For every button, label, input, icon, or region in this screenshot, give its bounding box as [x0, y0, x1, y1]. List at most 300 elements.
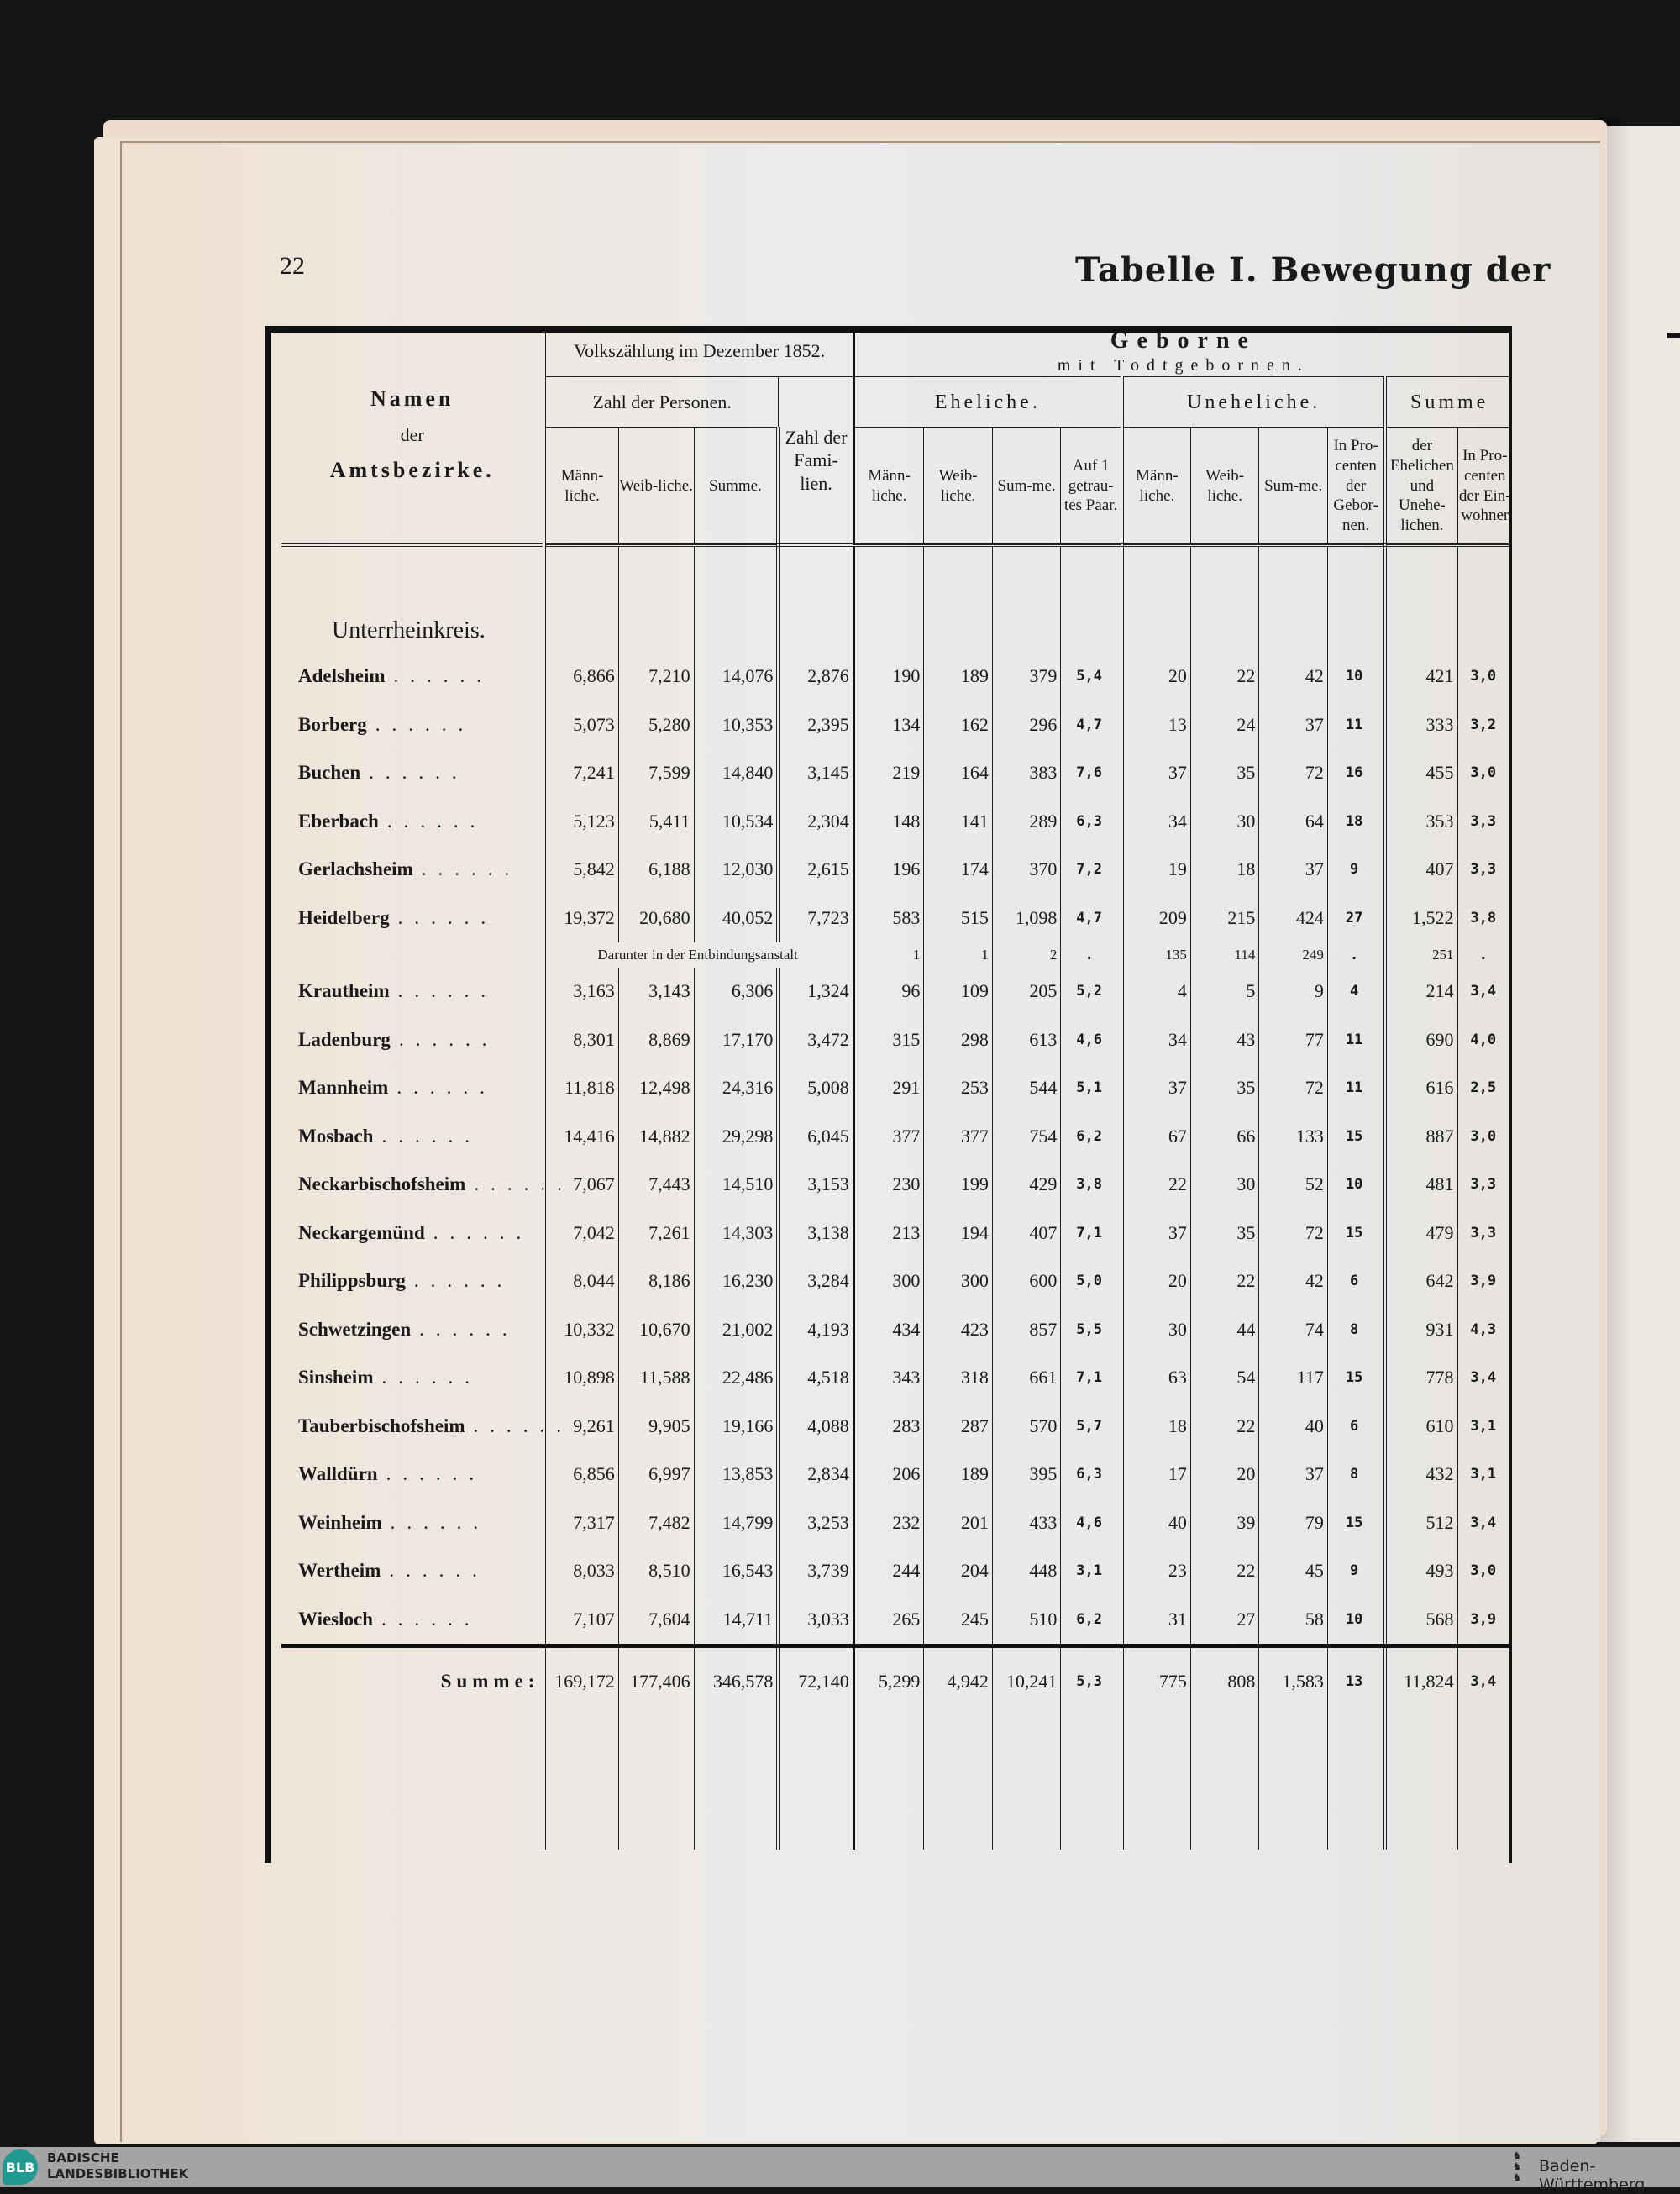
cell-value: 5,073: [544, 701, 618, 749]
cell-value: 8,033: [544, 1547, 618, 1596]
header-u-summe: Sum-me.: [1259, 428, 1327, 545]
cell-value: 162: [924, 701, 992, 749]
cell-value: 510: [992, 1595, 1060, 1646]
cell-value: 209: [1122, 894, 1190, 942]
cell-value: 407: [992, 1209, 1060, 1257]
cell-value: 190: [853, 653, 924, 701]
table-row: [281, 797, 1512, 846]
header-persons: Zahl der Personen.: [544, 377, 778, 428]
cell-value: 7,107: [544, 1595, 618, 1646]
cell-value: 14,416: [544, 1112, 618, 1161]
cell-value: 7,1: [1061, 1354, 1122, 1403]
cell-value: 4,942: [924, 1646, 992, 1715]
note-value: 2: [992, 942, 1060, 968]
cell-value: 66: [1190, 1112, 1258, 1161]
header-born: [853, 326, 1512, 377]
cell-value: 37: [1122, 749, 1190, 798]
cell-value: 7,604: [618, 1595, 694, 1646]
header-names-line1: Namen: [370, 386, 454, 412]
cell-value: 7,241: [544, 749, 618, 798]
leader-dots: ......: [369, 762, 469, 784]
total-label: Summe:: [281, 1646, 544, 1715]
footer-bar: [0, 2147, 1680, 2194]
district-name-text: Gerlachsheim: [298, 858, 413, 880]
header-born-title: Geborne: [1110, 328, 1257, 354]
cell-value: 20: [1122, 1257, 1190, 1306]
cell-value: 22: [1190, 1257, 1258, 1306]
cell-value: 421: [1385, 653, 1457, 701]
cell-value: 2,395: [778, 701, 853, 749]
cell-value: 7,443: [618, 1161, 694, 1210]
cell-value: 5,1: [1061, 1064, 1122, 1113]
cell-value: 30: [1190, 797, 1258, 846]
cell-value: 3,9: [1470, 1610, 1497, 1628]
bw-name: Baden-Württemberg: [1539, 2157, 1646, 2194]
cell-value: 544: [992, 1064, 1060, 1113]
leader-dots: ......: [433, 1221, 533, 1243]
cell-value: 3,4: [1470, 1369, 1497, 1387]
district-name-text: Buchen: [298, 762, 361, 784]
cell-value: 583: [853, 894, 924, 942]
cell-value: 11: [1327, 1064, 1385, 1113]
cell-value: 481: [1385, 1161, 1457, 1210]
cell-value: 1,324: [778, 968, 853, 1016]
cell-value: 377: [924, 1112, 992, 1161]
cell-value: 14,882: [618, 1112, 694, 1161]
cell-value: 7,723: [778, 894, 853, 942]
cell-value: 10,241: [992, 1646, 1060, 1715]
cell-value: 14,840: [694, 749, 778, 798]
district-name-text: Wertheim: [298, 1560, 381, 1582]
header-u-maenn: Männ-liche.: [1122, 428, 1190, 545]
cell-value: 12,030: [694, 846, 778, 895]
cell-value: 4,3: [1470, 1320, 1497, 1338]
header-names-line3: Amtsbezirke.: [329, 458, 495, 482]
cell-value: 370: [992, 846, 1060, 895]
cell-value: 6,3: [1061, 797, 1122, 846]
district-name: [281, 846, 544, 895]
district-name-text: Weinheim: [298, 1511, 382, 1533]
cell-value: 34: [1122, 1016, 1190, 1064]
cell-value: 3,2: [1470, 716, 1497, 733]
cell-value: 3,739: [778, 1547, 853, 1596]
district-name-text: Sinsheim: [298, 1367, 374, 1388]
cell-value: 7,2: [1061, 846, 1122, 895]
cell-value: 6,997: [618, 1451, 694, 1499]
cell-value: 35: [1190, 749, 1258, 798]
cell-value: 189: [924, 653, 992, 701]
cell-value: 19,372: [544, 894, 618, 942]
district-name-text: Tauberbischofsheim: [298, 1415, 465, 1436]
district-name: [281, 797, 544, 846]
header-u-weib: Weib-liche.: [1190, 428, 1258, 545]
cell-value: 63: [1122, 1354, 1190, 1403]
table-row: [281, 1499, 1512, 1547]
table-row: [281, 846, 1512, 895]
lions-crest-icon: ♞ ♞ ♞: [1512, 2149, 1522, 2183]
cell-value: 429: [992, 1161, 1060, 1210]
cell-value: 174: [924, 846, 992, 895]
cell-value: 3,3: [1470, 861, 1497, 879]
cell-value: 23: [1122, 1547, 1190, 1596]
total-row: [281, 1646, 1512, 1715]
section-title: Unterrheinkreis.: [281, 552, 544, 653]
district-name: [281, 1547, 544, 1596]
cell-value: 3,284: [778, 1257, 853, 1306]
cell-value: 44: [1190, 1305, 1258, 1354]
cell-value: 3,3: [1470, 1176, 1497, 1194]
district-name: [281, 1257, 544, 1306]
cell-value: 10,353: [694, 701, 778, 749]
cell-value: 219: [853, 749, 924, 798]
cell-value: 6,045: [778, 1112, 853, 1161]
cell-value: 7,6: [1061, 749, 1122, 798]
table-row: [281, 1016, 1512, 1064]
cell-value: 642: [1385, 1257, 1457, 1306]
cell-value: 6: [1327, 1257, 1385, 1306]
cell-value: 22,486: [694, 1354, 778, 1403]
cell-value: 5,299: [853, 1646, 924, 1715]
cell-value: 661: [992, 1354, 1060, 1403]
cell-value: 3,143: [618, 968, 694, 1016]
cell-value: 1,583: [1259, 1646, 1327, 1715]
cell-value: 8: [1327, 1451, 1385, 1499]
cell-value: 164: [924, 749, 992, 798]
district-name: [281, 749, 544, 798]
cell-value: 7,210: [618, 653, 694, 701]
cell-value: 133: [1259, 1112, 1327, 1161]
cell-value: 9: [1327, 1547, 1385, 1596]
leader-dots: ......: [390, 1511, 491, 1533]
cell-value: 201: [924, 1499, 992, 1547]
running-head: Tabelle I. Bewegung der: [1075, 250, 1551, 290]
cell-value: 3,1: [1470, 1466, 1497, 1483]
cell-value: 27: [1327, 894, 1385, 942]
leader-dots: ......: [386, 810, 487, 832]
cell-value: 3,8: [1061, 1161, 1122, 1210]
cell-value: 3,033: [778, 1595, 853, 1646]
cell-value: 96: [853, 968, 924, 1016]
cell-value: 74: [1259, 1305, 1327, 1354]
district-name: [281, 1161, 574, 1210]
cell-value: 19,166: [694, 1402, 778, 1451]
cell-value: 40: [1259, 1402, 1327, 1451]
note-value: 114: [1190, 942, 1258, 968]
cell-value: 455: [1385, 749, 1457, 798]
cell-value: 52: [1259, 1161, 1327, 1210]
statistics-table: [281, 326, 1512, 1850]
cell-value: 395: [992, 1451, 1060, 1499]
header-born-subtitle: mit Todtgebornen.: [1057, 356, 1310, 375]
facing-page-edge: [1600, 126, 1680, 2142]
cell-value: 289: [992, 797, 1060, 846]
cell-value: 265: [853, 1595, 924, 1646]
cell-value: 379: [992, 653, 1060, 701]
cell-value: 5,3: [1061, 1646, 1122, 1715]
cell-value: 72: [1259, 1064, 1327, 1113]
cell-value: 7,482: [618, 1499, 694, 1547]
cell-value: 610: [1385, 1402, 1457, 1451]
cell-value: 17: [1122, 1451, 1190, 1499]
cell-value: 5,280: [618, 701, 694, 749]
cell-value: 6,306: [694, 968, 778, 1016]
note-value: .: [1327, 942, 1385, 968]
table-row: [281, 1451, 1512, 1499]
leader-dots: ......: [381, 1608, 481, 1630]
cell-value: 18: [1190, 846, 1258, 895]
district-name-text: Mannheim: [298, 1077, 389, 1099]
page-number: 22: [280, 252, 305, 280]
leader-dots: ......: [419, 1318, 519, 1340]
district-name-text: Adelsheim: [298, 665, 386, 687]
cell-value: 5,4: [1061, 653, 1122, 701]
cell-value: 4,6: [1061, 1499, 1122, 1547]
cell-value: 3,8: [1470, 909, 1497, 926]
header-weibliche: Weib-liche.: [618, 428, 694, 545]
note-label: Darunter in der Entbindungsanstalt: [544, 942, 853, 968]
cell-value: 29,298: [694, 1112, 778, 1161]
cell-value: 215: [1190, 894, 1258, 942]
cell-value: 45: [1259, 1547, 1327, 1596]
cell-value: 34: [1122, 797, 1190, 846]
cell-value: 5,411: [618, 797, 694, 846]
cell-value: 5: [1190, 968, 1258, 1016]
cell-value: 5,123: [544, 797, 618, 846]
district-name: [281, 1354, 544, 1403]
district-name-text: Philippsburg: [298, 1270, 406, 1292]
cell-value: 887: [1385, 1112, 1457, 1161]
cell-value: 600: [992, 1257, 1060, 1306]
cell-value: 14,303: [694, 1209, 778, 1257]
cell-value: 568: [1385, 1595, 1457, 1646]
cell-value: 7,067: [544, 1161, 618, 1210]
note-row: [281, 942, 1512, 968]
note-value: 135: [1122, 942, 1190, 968]
leader-dots: ......: [473, 1415, 574, 1436]
district-name: [281, 1402, 574, 1451]
cell-value: 4: [1122, 968, 1190, 1016]
cell-value: 10,670: [618, 1305, 694, 1354]
cell-value: 169,172: [544, 1646, 618, 1715]
cell-value: 383: [992, 749, 1060, 798]
cell-value: 10,898: [544, 1354, 618, 1403]
note-value: 251: [1385, 942, 1457, 968]
cell-value: 22: [1190, 1402, 1258, 1451]
cell-value: 4,6: [1061, 1016, 1122, 1064]
cell-value: 8,186: [618, 1257, 694, 1306]
blb-logo: BLB: [3, 2149, 38, 2185]
cell-value: 5,0: [1061, 1257, 1122, 1306]
cell-value: 1,098: [992, 894, 1060, 942]
district-name: [281, 1016, 544, 1064]
district-name: [281, 1595, 544, 1646]
cell-value: 206: [853, 1451, 924, 1499]
cell-value: 3,3: [1470, 812, 1497, 830]
cell-value: 4,7: [1061, 701, 1122, 749]
cell-value: 6,188: [618, 846, 694, 895]
cell-value: 11,824: [1385, 1646, 1457, 1715]
cell-value: 79: [1259, 1499, 1327, 1547]
cell-value: 479: [1385, 1209, 1457, 1257]
cell-value: 432: [1385, 1451, 1457, 1499]
cell-value: 35: [1190, 1064, 1258, 1113]
cell-value: 37: [1259, 1451, 1327, 1499]
cell-value: 14,711: [694, 1595, 778, 1646]
header-summe: Summe.: [694, 428, 778, 545]
header-s-percent: In Pro-centen der Ein-wohner: [1457, 428, 1512, 545]
cell-value: 58: [1259, 1595, 1327, 1646]
cell-value: 9,261: [544, 1402, 618, 1451]
cell-value: 6,2: [1061, 1595, 1122, 1646]
cell-value: 515: [924, 894, 992, 942]
cell-value: 72,140: [778, 1646, 853, 1715]
cell-value: 343: [853, 1354, 924, 1403]
header-e-summe: Sum-me.: [992, 428, 1060, 545]
cell-value: 19: [1122, 846, 1190, 895]
cell-value: 434: [853, 1305, 924, 1354]
cell-value: 433: [992, 1499, 1060, 1547]
cell-value: 353: [1385, 797, 1457, 846]
header-e-weib: Weib-liche.: [924, 428, 992, 545]
cell-value: 4: [1327, 968, 1385, 1016]
table-row: [281, 1209, 1512, 1257]
cell-value: 10,534: [694, 797, 778, 846]
district-name-text: Heidelberg: [298, 906, 390, 928]
district-name: [281, 1112, 544, 1161]
cell-value: 6,856: [544, 1451, 618, 1499]
district-name-text: Neckargemünd: [298, 1221, 425, 1243]
cell-value: 20,680: [618, 894, 694, 942]
cell-value: 9: [1327, 846, 1385, 895]
table-row: [281, 701, 1512, 749]
cell-value: 6,2: [1061, 1112, 1122, 1161]
cell-value: 3,1: [1061, 1547, 1122, 1596]
district-name-text: Borberg: [298, 713, 367, 735]
cell-value: 67: [1122, 1112, 1190, 1161]
cell-value: 20: [1190, 1451, 1258, 1499]
cell-value: 298: [924, 1016, 992, 1064]
cell-value: 2,834: [778, 1451, 853, 1499]
district-name: [281, 1209, 544, 1257]
header-maennliche: Männ-liche.: [544, 428, 618, 545]
cell-value: 16,230: [694, 1257, 778, 1306]
cell-value: 15: [1327, 1112, 1385, 1161]
cell-value: 54: [1190, 1354, 1258, 1403]
leader-dots: ......: [474, 1173, 574, 1195]
cell-value: 24: [1190, 701, 1258, 749]
cell-value: 3,253: [778, 1499, 853, 1547]
cell-value: 11: [1327, 1016, 1385, 1064]
cell-value: 3,153: [778, 1161, 853, 1210]
district-name: [281, 701, 544, 749]
cell-value: 22: [1122, 1161, 1190, 1210]
cell-value: 10: [1327, 1161, 1385, 1210]
district-name-text: Eberbach: [298, 810, 379, 832]
table-row: [281, 1354, 1512, 1403]
cell-value: 857: [992, 1305, 1060, 1354]
cell-value: 570: [992, 1402, 1060, 1451]
cell-value: 778: [1385, 1354, 1457, 1403]
cell-value: 22: [1190, 1547, 1258, 1596]
leader-dots: ......: [397, 906, 498, 928]
cell-value: 424: [1259, 894, 1327, 942]
header-eheliche: Eheliche.: [853, 377, 1122, 428]
cell-value: 253: [924, 1064, 992, 1113]
cell-value: 3,0: [1470, 1127, 1497, 1145]
blb-name-line2: LANDESBIBLIOTHEK: [47, 2166, 189, 2181]
header-s-total: der Ehelichen und Unehe-lichen.: [1385, 428, 1457, 545]
cell-value: 5,7: [1061, 1402, 1122, 1451]
blb-name: [47, 2150, 188, 2182]
cell-value: 13: [1122, 701, 1190, 749]
table-row: [281, 968, 1512, 1016]
cell-value: 9,905: [618, 1402, 694, 1451]
cell-value: 141: [924, 797, 992, 846]
cell-value: 244: [853, 1547, 924, 1596]
district-name-text: Krautheim: [298, 980, 390, 1002]
cell-value: 40,052: [694, 894, 778, 942]
cell-value: 196: [853, 846, 924, 895]
cell-value: 37: [1122, 1209, 1190, 1257]
cell-value: 7,042: [544, 1209, 618, 1257]
cell-value: 3,1: [1470, 1417, 1497, 1435]
cell-value: 232: [853, 1499, 924, 1547]
cell-value: 40: [1122, 1499, 1190, 1547]
district-name-text: Wiesloch: [298, 1608, 374, 1630]
cell-value: 230: [853, 1161, 924, 1210]
cell-value: 31: [1122, 1595, 1190, 1646]
cell-value: 12,498: [618, 1064, 694, 1113]
cell-value: 377: [853, 1112, 924, 1161]
cell-value: 7,599: [618, 749, 694, 798]
cell-value: 20: [1122, 653, 1190, 701]
cell-value: 189: [924, 1451, 992, 1499]
cell-value: 177,406: [618, 1646, 694, 1715]
cell-value: 423: [924, 1305, 992, 1354]
leader-dots: ......: [397, 980, 498, 1002]
cell-value: 613: [992, 1016, 1060, 1064]
cell-value: 204: [924, 1547, 992, 1596]
leader-dots: ......: [393, 665, 493, 687]
cell-value: 13: [1327, 1646, 1385, 1715]
cell-value: 493: [1385, 1547, 1457, 1596]
header-names: [281, 326, 544, 545]
cell-value: 2,5: [1470, 1079, 1497, 1097]
district-name-text: Schwetzingen: [298, 1318, 412, 1340]
cell-value: 8,301: [544, 1016, 618, 1064]
cell-value: 8: [1327, 1305, 1385, 1354]
header-u-percent: In Pro-centen der Gebor-nen.: [1327, 428, 1385, 545]
cell-value: 205: [992, 968, 1060, 1016]
note-value: .: [1061, 942, 1122, 968]
cell-value: 3,4: [1470, 983, 1497, 1000]
section-row: [281, 552, 1512, 653]
cell-value: 27: [1190, 1595, 1258, 1646]
note-value: 249: [1259, 942, 1327, 968]
cell-value: 346,578: [694, 1646, 778, 1715]
note-value: 1: [853, 942, 924, 968]
cell-value: 134: [853, 701, 924, 749]
district-name: [281, 894, 544, 942]
cell-value: 245: [924, 1595, 992, 1646]
cell-value: 109: [924, 968, 992, 1016]
cell-value: 7,1: [1061, 1209, 1122, 1257]
header-names-line2: der: [400, 423, 424, 445]
cell-value: 18: [1327, 797, 1385, 846]
cell-value: 15: [1327, 1499, 1385, 1547]
cell-value: 199: [924, 1161, 992, 1210]
cell-value: 287: [924, 1402, 992, 1451]
